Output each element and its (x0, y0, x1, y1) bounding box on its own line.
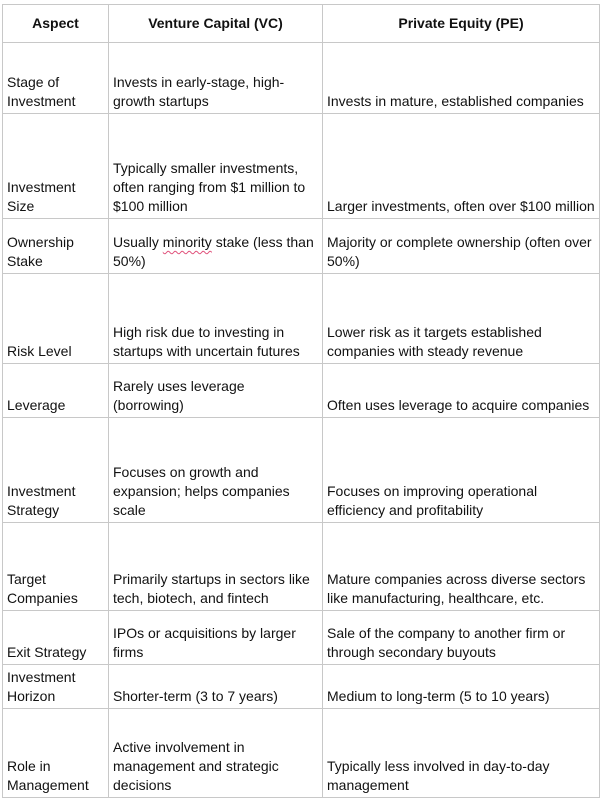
aspect-cell: Exit Strategy (3, 611, 109, 665)
table-row (3, 274, 600, 364)
vc-cell: Active involvement in management and strategic decisions (109, 709, 323, 798)
text: stake (less than 50%) (113, 234, 314, 269)
aspect-cell: Investment Horizon (3, 665, 109, 709)
table-row (3, 364, 600, 418)
table-row (3, 523, 600, 611)
table-row (3, 665, 600, 709)
vc-cell: Shorter-term (3 to 7 years) (109, 665, 323, 709)
header-pe: Private Equity (PE) (323, 5, 600, 43)
header-row (3, 5, 600, 43)
table-row (3, 709, 600, 798)
pe-cell: Larger investments, often over $100 million (323, 114, 600, 219)
text: Usually (113, 234, 163, 250)
pe-cell: Medium to long-term (5 to 10 years) (323, 665, 600, 709)
aspect-cell: Leverage (3, 364, 109, 418)
aspect-cell: Investment Size (3, 114, 109, 219)
aspect-cell: Investment Strategy (3, 418, 109, 523)
aspect-cell: Stage of Investment (3, 43, 109, 114)
pe-cell: Majority or complete ownership (often over 50%) (323, 219, 600, 274)
vc-cell: Primarily startups in sectors like tech, biotech, and fintech (109, 523, 323, 611)
aspect-cell: Role in Management (3, 709, 109, 798)
vc-cell: Typically smaller investments, often ranging from $1 million to $100 million (109, 114, 323, 219)
aspect-cell: Target Companies (3, 523, 109, 611)
pe-cell: Sale of the company to another firm or through secondary buyouts (323, 611, 600, 665)
table-row (3, 611, 600, 665)
vc-cell: Invests in early-stage, high-growth startups (109, 43, 323, 114)
vc-cell: IPOs or acquisitions by larger firms (109, 611, 323, 665)
aspect-cell: Ownership Stake (3, 219, 109, 274)
pe-cell: Focuses on improving operational efficiency and profitability (323, 418, 600, 523)
pe-cell: Often uses leverage to acquire companies (323, 364, 600, 418)
header-aspect: Aspect (3, 5, 109, 43)
comparison-table (2, 4, 600, 798)
vc-cell (109, 219, 323, 274)
table-row (3, 114, 600, 219)
table-row (3, 43, 600, 114)
vc-cell: Rarely uses leverage (borrowing) (109, 364, 323, 418)
table-row (3, 418, 600, 523)
pe-cell: Typically less involved in day-to-day management (323, 709, 600, 798)
pe-cell: Lower risk as it targets established companies with steady revenue (323, 274, 600, 364)
spellcheck-flagged-word[interactable]: minority (162, 234, 212, 250)
header-vc: Venture Capital (VC) (109, 5, 323, 43)
pe-cell: Mature companies across diverse sectors like manufacturing, healthcare, etc. (323, 523, 600, 611)
vc-cell: High risk due to investing in startups with uncertain futures (109, 274, 323, 364)
pe-cell: Invests in mature, established companies (323, 43, 600, 114)
vc-cell: Focuses on growth and expansion; helps companies scale (109, 418, 323, 523)
table-row (3, 219, 600, 274)
aspect-cell: Risk Level (3, 274, 109, 364)
